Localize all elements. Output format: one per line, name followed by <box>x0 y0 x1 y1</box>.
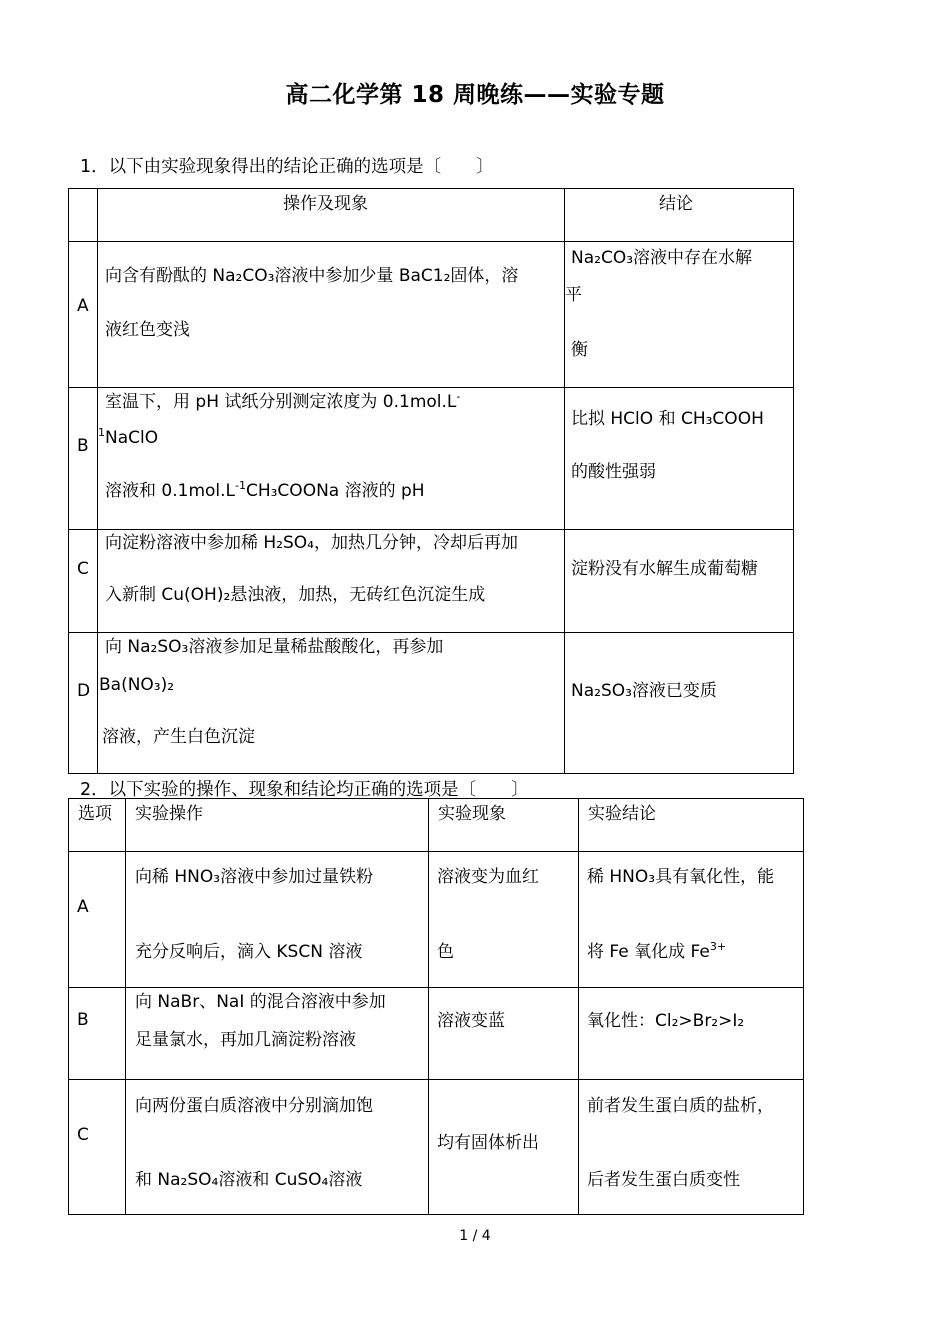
row-conclusion-line: 的酸性强弱 <box>571 462 656 482</box>
header-conclusion-label: 结论 <box>659 194 693 214</box>
row-op-line: NaClO <box>105 428 159 448</box>
header-conclusion-cell <box>565 189 794 242</box>
table-header-row <box>69 189 794 242</box>
superscript: 3+ <box>709 940 727 953</box>
header-phenomenon-label: 实验现象 <box>438 804 506 824</box>
row-op-line: 向 Na₂SO₃溶液参加足量稀盐酸酸化，再参加 <box>105 637 444 657</box>
table-row <box>69 530 794 633</box>
superscript: 1 <box>98 426 105 439</box>
row-op-line: 液红色变浅 <box>105 320 190 340</box>
row-op-line: 溶液和 0.1mol.L <box>105 481 235 501</box>
row-label: A <box>77 897 89 917</box>
row-conclusion-line: Na₂CO₃溶液中存在水解 <box>571 248 753 268</box>
row-conclusion-line: 比拟 HClO 和 CH₃COOH <box>571 409 764 429</box>
table-row <box>69 242 794 388</box>
row-op-line: 向稀 HNO₃溶液中参加过量铁粉 <box>135 867 374 887</box>
header-option-label: 选项 <box>78 804 112 824</box>
row-phenomenon-line: 色 <box>437 942 454 962</box>
header-operation-label: 实验操作 <box>135 804 203 824</box>
superscript: - <box>456 390 461 403</box>
row-label: B <box>77 436 89 456</box>
row-conclusion-line: 淀粉没有水解生成葡萄糖 <box>571 559 758 579</box>
page-number: 1 / 4 <box>459 1228 491 1244</box>
table-row <box>69 988 804 1080</box>
table-header-row <box>69 799 804 852</box>
row-phenomenon-line: 溶液变为血红 <box>437 867 539 887</box>
row-label: B <box>77 1010 89 1030</box>
row-op-line: 向淀粉溶液中参加稀 H₂SO₄，加热几分钟，冷却后再加 <box>105 533 518 553</box>
question-1-table <box>68 188 794 774</box>
row-conclusion-line: Na₂SO₃溶液已变质 <box>571 681 717 701</box>
table-row <box>69 852 804 988</box>
row-op-line: 和 Na₂SO₄溶液和 CuSO₄溶液 <box>135 1170 363 1190</box>
header-op-cell <box>98 189 565 242</box>
header-conclusion-label: 实验结论 <box>588 804 656 824</box>
row-op-line: 向 NaBr、NaI 的混合溶液中参加 <box>135 992 386 1012</box>
row-conclusion-line: 平 <box>565 285 582 305</box>
table-row <box>69 1080 804 1215</box>
table-row <box>69 633 794 774</box>
row-label: D <box>77 681 91 701</box>
row-label: C <box>77 1125 89 1145</box>
header-blank-cell <box>69 189 98 242</box>
row-op-line: 充分反响后，滴入 KSCN 溶液 <box>135 942 363 962</box>
header-op-label: 操作及现象 <box>283 194 368 214</box>
row-phenomenon-line: 均有固体析出 <box>437 1133 539 1153</box>
row-op-line: 室温下，用 pH 试纸分别测定浓度为 0.1mol.L <box>105 392 457 412</box>
row-phenomenon-line: 溶液变蓝 <box>437 1011 505 1031</box>
row-op-line: 向两份蛋白质溶液中分别滴加饱 <box>135 1096 373 1116</box>
row-op-line: CH₃COONa 溶液的 pH <box>245 481 425 501</box>
page-title: 高二化学第 18 周晚练——实验专题 <box>285 82 665 108</box>
question-2-stem: 2．以下实验的操作、现象和结论均正确的选项是〔 〕 <box>80 780 529 800</box>
row-op-line: Ba(NO₃)₂ <box>99 675 175 695</box>
superscript: -1 <box>235 479 246 492</box>
row-conclusion-line: 将 Fe 氧化成 Fe <box>587 942 710 962</box>
row-label: A <box>77 296 89 316</box>
table-row <box>69 388 794 530</box>
row-op-line: 入新制 Cu(OH)₂悬浊液，加热，无砖红色沉淀生成 <box>105 585 486 605</box>
row-conclusion-line: 后者发生蛋白质变性 <box>587 1170 740 1190</box>
question-1-stem: 1．以下由实验现象得出的结论正确的选项是〔 〕 <box>80 157 494 177</box>
row-conclusion-line: 前者发生蛋白质的盐析， <box>587 1096 774 1116</box>
row-op-line: 向含有酚酞的 Na₂CO₃溶液中参加少量 BaC1₂固体，溶 <box>105 266 519 286</box>
row-label: C <box>77 559 89 579</box>
question-2-table <box>68 798 804 1215</box>
row-op-line: 足量氯水，再加几滴淀粉溶液 <box>135 1030 356 1050</box>
row-conclusion-line: 氧化性：Cl₂>Br₂>I₂ <box>587 1011 745 1031</box>
row-conclusion-line: 稀 HNO₃具有氧化性，能 <box>587 867 775 887</box>
row-conclusion-line: 衡 <box>571 340 588 360</box>
row-op-line: 溶液，产生白色沉淀 <box>102 727 255 747</box>
